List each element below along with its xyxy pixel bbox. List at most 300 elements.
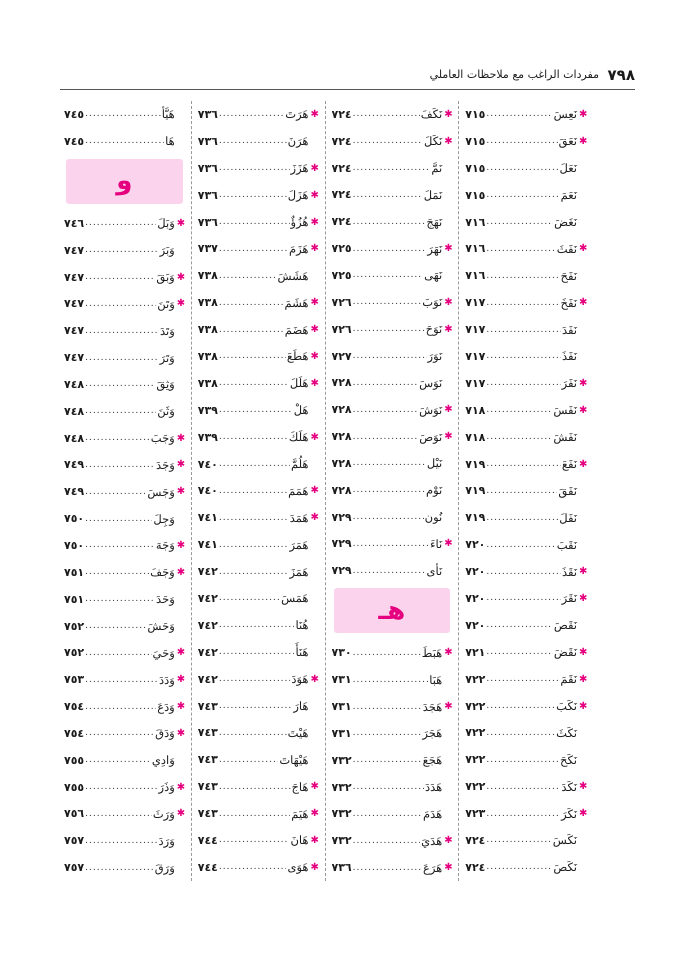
dot-leader — [353, 863, 422, 873]
star-icon: ✱ — [444, 243, 453, 255]
index-entry — [465, 719, 587, 746]
entry-word: هَرَعَ — [422, 860, 443, 875]
entry-page-number: ٧٣٨ — [197, 296, 218, 310]
dot-leader — [486, 567, 561, 577]
dot-leader — [353, 728, 422, 738]
entry-word: وَجَهَ — [155, 538, 175, 553]
index-entry — [198, 316, 319, 343]
entry-page-number: ٧٥٥ — [64, 753, 85, 767]
entry-page-number: ٧٢٨ — [331, 430, 352, 444]
dot-leader — [353, 136, 423, 146]
entry-page-number: ٧٢٨ — [331, 376, 352, 390]
star-icon: ✱ — [176, 701, 185, 713]
entry-page-number: ٧١٩ — [465, 457, 486, 471]
index-entry — [198, 235, 319, 262]
dot-leader — [486, 862, 552, 872]
entry-word: هَزَمَ — [288, 241, 309, 256]
entry-word: نَفَخَ — [560, 295, 577, 310]
dot-leader — [219, 862, 287, 872]
dot-leader — [486, 809, 560, 819]
entry-page-number: ٧٣١ — [331, 673, 352, 687]
dot-leader — [219, 325, 284, 335]
index-column-3 — [192, 101, 326, 881]
entry-page-number: ٧٤٢ — [197, 672, 218, 686]
entry-word: وَرَقَ — [154, 860, 175, 875]
entry-word: نَعِسَ — [553, 107, 577, 122]
dot-leader — [353, 244, 427, 254]
index-entry — [465, 424, 587, 451]
dot-leader — [85, 728, 154, 738]
entry-page-number: ٧٤٢ — [197, 618, 218, 632]
entry-word: نَوَحَ — [425, 322, 443, 337]
entry-word: نَفَقَ — [558, 483, 577, 498]
index-entry — [64, 666, 185, 693]
index-entry — [198, 773, 319, 800]
index-entry — [465, 639, 587, 666]
dot-leader — [353, 324, 425, 334]
index-entry — [465, 558, 587, 585]
star-icon: ✱ — [310, 162, 319, 174]
dot-leader — [219, 782, 291, 792]
entry-word: نَقَبَ — [556, 537, 577, 552]
entry-word: نَغَضَ — [554, 215, 577, 229]
entry-word: هَطَعَ — [286, 349, 309, 364]
index-entry — [64, 693, 185, 720]
index-entry — [64, 371, 185, 398]
index-entry — [465, 693, 587, 720]
star-icon: ✱ — [176, 486, 185, 498]
index-entry — [64, 101, 185, 128]
entry-word: وَرَدَ — [158, 833, 175, 848]
index-entry — [198, 504, 319, 531]
index-entry — [465, 585, 587, 612]
index-entry — [64, 478, 185, 505]
index-entry — [465, 504, 587, 531]
index-entry — [332, 208, 453, 235]
entry-page-number: ٧٢٢ — [465, 726, 486, 740]
entry-word: نَفَسَ — [553, 403, 577, 418]
index-entry — [198, 693, 319, 720]
entry-word: وَدَدَ — [158, 672, 175, 687]
entry-page-number: ٧٢٠ — [465, 538, 486, 552]
entry-word: وَذَرَ — [158, 780, 175, 795]
star-icon: ✱ — [176, 781, 185, 793]
dot-leader — [353, 109, 420, 119]
entry-word: هَبَطَ — [421, 645, 443, 660]
entry-page-number: ٧٢٤ — [331, 107, 352, 121]
entry-page-number: ٧٣٨ — [197, 323, 218, 337]
index-entry — [465, 397, 587, 424]
index-column-2 — [326, 101, 460, 881]
index-entry — [465, 155, 587, 182]
star-icon: ✱ — [310, 861, 319, 873]
entry-page-number: ٧٤٧ — [64, 243, 85, 257]
dot-leader — [85, 379, 155, 389]
dot-leader — [353, 217, 426, 227]
entry-word: نَهَرَ — [427, 241, 443, 256]
entry-page-number: ٧٤٢ — [197, 591, 218, 605]
entry-page-number: ٧٢٢ — [465, 753, 486, 767]
star-icon: ✱ — [579, 566, 587, 578]
dot-leader — [85, 836, 157, 846]
page-number: ٧٩٨ — [607, 66, 635, 84]
entry-word: نَوَبَ — [422, 295, 443, 310]
book-title: مفردات الراغب مع ملاحظات العاملي — [429, 68, 599, 81]
star-icon: ✱ — [310, 485, 319, 497]
index-entry — [332, 477, 453, 504]
dot-leader — [85, 460, 155, 470]
entry-word: وَحَدَ — [156, 592, 175, 607]
entry-word: هَجَدَ — [422, 699, 443, 714]
dot-leader — [353, 675, 429, 685]
index-entry — [198, 639, 319, 666]
entry-page-number: ٧٤١ — [197, 511, 218, 525]
entry-word: وَجَسَ — [147, 484, 175, 499]
entry-page-number: ٧٤٣ — [197, 699, 218, 713]
dot-leader — [353, 270, 424, 280]
entry-word: نَكَدَ — [561, 779, 577, 794]
dot-leader — [219, 190, 287, 200]
entry-word: نَقَضَ — [553, 645, 577, 660]
index-entry — [198, 477, 319, 504]
entry-word: هَشَمَ — [284, 295, 309, 310]
entry-word: نَوَسَ — [419, 375, 443, 390]
star-icon: ✱ — [176, 298, 185, 310]
index-entry — [332, 747, 453, 774]
entry-word: نَكَصَ — [553, 860, 577, 875]
dot-leader — [486, 620, 552, 630]
index-entry — [332, 155, 453, 182]
entry-word: هَيْتَ — [287, 725, 309, 740]
entry-page-number: ٧٢٤ — [331, 134, 352, 148]
index-entry — [64, 264, 185, 291]
index-entry — [465, 289, 587, 316]
entry-page-number: ٧٣٦ — [197, 188, 218, 202]
index-columns — [58, 101, 593, 881]
index-entry — [465, 370, 587, 397]
star-icon: ✱ — [310, 512, 319, 524]
dot-leader — [85, 567, 149, 577]
index-entry — [332, 101, 453, 128]
dot-leader — [219, 755, 278, 765]
dot-leader — [85, 540, 155, 550]
star-icon: ✱ — [176, 432, 185, 444]
index-entry — [332, 800, 453, 827]
entry-page-number: ٧٢٨ — [331, 403, 352, 417]
entry-page-number: ٧٤٩ — [64, 485, 85, 499]
star-icon: ✱ — [579, 646, 587, 658]
dot-leader — [486, 244, 555, 254]
entry-page-number: ٧٢٠ — [465, 565, 486, 579]
entry-page-number: ٧٢٨ — [331, 456, 352, 470]
star-icon: ✱ — [444, 296, 453, 308]
star-icon: ✱ — [444, 647, 453, 659]
index-entry — [64, 720, 185, 747]
index-entry — [465, 773, 587, 800]
entry-word: هَا — [165, 134, 175, 149]
entry-page-number: ٧٣٨ — [197, 349, 218, 363]
star-icon: ✱ — [579, 135, 587, 147]
dot-leader — [353, 702, 422, 712]
dot-leader — [219, 620, 295, 630]
page-header — [60, 66, 635, 90]
entry-word: نَفَثَ — [556, 241, 577, 256]
index-entry — [332, 827, 453, 854]
index-entry — [64, 747, 185, 774]
entry-word: هَمَسَ — [281, 591, 309, 606]
dot-leader — [219, 593, 280, 603]
star-icon: ✱ — [579, 377, 587, 389]
dot-leader — [219, 217, 290, 227]
entry-page-number: ٧٢٢ — [465, 780, 486, 794]
dot-leader — [85, 353, 158, 363]
dot-leader — [219, 540, 289, 550]
dot-leader — [353, 405, 418, 415]
index-entry — [332, 369, 453, 396]
dot-leader — [486, 405, 552, 415]
dot-leader — [353, 809, 422, 819]
dot-leader — [353, 351, 427, 361]
entry-page-number: ٧١٨ — [465, 403, 486, 417]
star-icon: ✱ — [579, 458, 587, 470]
index-entry — [198, 262, 319, 289]
index-entry — [198, 343, 319, 370]
star-icon: ✱ — [176, 727, 185, 739]
entry-word: نَهَجَ — [426, 214, 443, 229]
entry-word: هَنَأَ — [295, 645, 309, 660]
entry-page-number: ٧١٧ — [465, 323, 486, 337]
star-icon: ✱ — [310, 216, 319, 228]
entry-word: نَكَثَ — [556, 725, 577, 740]
dot-leader — [85, 863, 154, 873]
star-icon: ✱ — [444, 835, 453, 847]
dot-leader — [486, 513, 558, 523]
index-entry — [64, 854, 185, 881]
entry-page-number: ٧٥١ — [64, 565, 85, 579]
entry-word: هَيَمَ — [291, 806, 309, 821]
dot-leader — [219, 271, 277, 281]
star-icon: ✱ — [579, 808, 587, 820]
entry-page-number: ٧٥٠ — [64, 512, 85, 526]
entry-word: هَدَدَ — [425, 780, 443, 795]
entry-page-number: ٧٤٣ — [197, 753, 218, 767]
entry-page-number: ٧٢٤ — [331, 215, 352, 229]
index-entry — [198, 666, 319, 693]
entry-page-number: ٧٤٩ — [64, 458, 85, 472]
index-entry — [465, 209, 587, 236]
dot-leader — [219, 298, 284, 308]
dot-leader — [219, 513, 289, 523]
entry-page-number: ٧٣٨ — [197, 376, 218, 390]
star-icon: ✱ — [444, 323, 453, 335]
index-entry — [198, 585, 319, 612]
index-entry — [64, 586, 185, 613]
dot-leader — [219, 486, 287, 496]
dot-leader — [219, 109, 284, 119]
entry-word: هَوَدَ — [291, 672, 309, 687]
index-column-1 — [459, 101, 593, 881]
entry-word: نَفَرَ — [561, 376, 577, 391]
entry-word: وَدَعَ — [157, 699, 175, 714]
entry-page-number: ٧٢٨ — [331, 483, 352, 497]
dot-leader — [219, 647, 295, 657]
entry-page-number: ٧٥٧ — [64, 861, 85, 875]
index-entry — [64, 317, 185, 344]
entry-word: وَادِي — [151, 753, 175, 768]
entry-word: وَتَرَ — [159, 350, 175, 365]
star-icon: ✱ — [176, 566, 185, 578]
dot-leader — [85, 136, 164, 146]
entry-word: نَفَعَ — [561, 457, 577, 472]
entry-word: نَفَدَ — [561, 322, 577, 337]
dot-leader — [486, 647, 552, 657]
star-icon: ✱ — [310, 834, 319, 846]
entry-page-number: ٧٥٠ — [64, 538, 85, 552]
dot-leader — [486, 728, 555, 738]
index-entry — [332, 720, 453, 747]
star-icon: ✱ — [176, 217, 185, 229]
dot-leader — [486, 109, 552, 119]
index-entry — [332, 639, 453, 666]
entry-word: وَجِلَ — [153, 511, 175, 526]
entry-page-number: ٧٣٦ — [197, 134, 218, 148]
index-entry — [332, 854, 453, 881]
index-entry — [198, 289, 319, 316]
entry-word: نَوَشَ — [419, 402, 443, 417]
entry-word: نَعَمَ — [560, 188, 577, 203]
dot-leader — [486, 674, 559, 684]
dot-leader — [85, 648, 151, 658]
entry-word: نَكَلَ — [423, 134, 443, 149]
entry-page-number: ٧٢٤ — [465, 860, 486, 874]
entry-word: هَجَعَ — [422, 753, 443, 768]
index-entry — [198, 746, 319, 773]
entry-word: هَارَ — [293, 699, 309, 714]
entry-word: نَهَى — [424, 268, 443, 283]
entry-page-number: ٧٤٧ — [64, 324, 85, 338]
entry-page-number: ٧٥٥ — [64, 780, 85, 794]
dot-leader — [353, 755, 422, 765]
entry-word: نَقَرَ — [561, 591, 577, 606]
star-icon: ✱ — [310, 350, 319, 362]
dot-leader — [85, 782, 157, 792]
entry-page-number: ٧٣١ — [331, 700, 352, 714]
index-entry — [64, 398, 185, 425]
entry-word: وَبَلَ — [157, 216, 175, 231]
dot-leader — [85, 245, 158, 255]
dot-leader — [353, 539, 429, 549]
index-entry — [332, 666, 453, 693]
index-entry — [198, 128, 319, 155]
entry-page-number: ٧٤٣ — [197, 780, 218, 794]
index-entry — [332, 343, 453, 370]
star-icon: ✱ — [444, 431, 453, 443]
entry-page-number: ٧١٥ — [465, 188, 486, 202]
entry-word: نَكَرَ — [561, 806, 577, 821]
star-icon: ✱ — [579, 781, 587, 793]
dot-leader — [353, 648, 421, 658]
entry-page-number: ٧١٦ — [465, 242, 486, 256]
entry-page-number: ٧٣٧ — [197, 242, 218, 256]
index-entry — [198, 101, 319, 128]
entry-word: هَشَشَ — [277, 268, 309, 283]
entry-word: نَكَحَ — [560, 752, 577, 767]
entry-page-number: ٧٥٣ — [64, 673, 85, 687]
entry-page-number: ٧٤٧ — [64, 270, 85, 284]
entry-word: وَحَيَ — [152, 645, 175, 660]
entry-page-number: ٧٢١ — [465, 645, 486, 659]
entry-word: هَلُمَّ — [290, 457, 309, 472]
star-icon: ✱ — [176, 539, 185, 551]
dot-leader — [85, 809, 152, 819]
dot-leader — [486, 136, 557, 146]
star-icon: ✱ — [310, 108, 319, 120]
entry-word: نَمَّ — [431, 161, 443, 176]
entry-page-number: ٧٤٣ — [197, 807, 218, 821]
index-entry — [64, 128, 185, 155]
index-entry — [198, 370, 319, 397]
section-letter-header: و — [66, 159, 183, 204]
dot-leader — [353, 836, 420, 846]
star-icon: ✱ — [176, 271, 185, 283]
entry-word: نَفَشَ — [553, 430, 577, 445]
entry-page-number: ٧١٩ — [465, 511, 486, 525]
entry-word: نَكَفَ — [420, 107, 443, 122]
entry-page-number: ٧٤٠ — [197, 484, 218, 498]
dot-leader — [219, 432, 288, 442]
dot-leader — [85, 406, 156, 416]
star-icon: ✱ — [310, 189, 319, 201]
index-column-4 — [58, 101, 192, 881]
entry-word: هَزَلَ — [287, 188, 309, 203]
index-entry — [465, 182, 587, 209]
dot-leader — [219, 835, 290, 845]
entry-page-number: ٧١٦ — [465, 215, 486, 229]
entry-page-number: ٧٤٥ — [64, 107, 85, 121]
entry-word: نُون — [424, 510, 443, 525]
entry-word: هَيْهَاتَ — [279, 752, 309, 767]
index-entry — [64, 532, 185, 559]
entry-page-number: ٧٤٨ — [64, 404, 85, 418]
entry-word: هَزَزَ — [290, 161, 309, 176]
entry-page-number: ٧٣٦ — [197, 215, 218, 229]
index-entry — [198, 451, 319, 478]
star-icon: ✱ — [310, 431, 319, 443]
entry-page-number: ٧٣٦ — [197, 161, 218, 175]
entry-word: نَوَصَ — [419, 429, 443, 444]
entry-page-number: ٧٥٧ — [64, 834, 85, 848]
star-icon: ✱ — [444, 108, 453, 120]
index-entry — [465, 343, 587, 370]
star-icon: ✱ — [579, 592, 587, 604]
entry-word: وَثَنَ — [157, 404, 175, 419]
star-icon: ✱ — [444, 862, 453, 874]
entry-page-number: ٧٤٧ — [64, 351, 85, 365]
dot-leader — [219, 728, 287, 738]
dot-leader — [85, 594, 155, 604]
entry-word: وَرَثَ — [152, 806, 175, 821]
dot-leader — [219, 701, 292, 711]
index-entry — [465, 316, 587, 343]
entry-word: وَبَقَ — [156, 270, 175, 285]
dot-leader — [219, 674, 290, 684]
dot-leader — [353, 458, 426, 468]
star-icon: ✱ — [444, 701, 453, 713]
entry-word: وَدَقَ — [155, 726, 175, 741]
index-entry — [332, 450, 453, 477]
entry-word: هَدَيَ — [421, 833, 443, 848]
index-entry — [198, 827, 319, 854]
